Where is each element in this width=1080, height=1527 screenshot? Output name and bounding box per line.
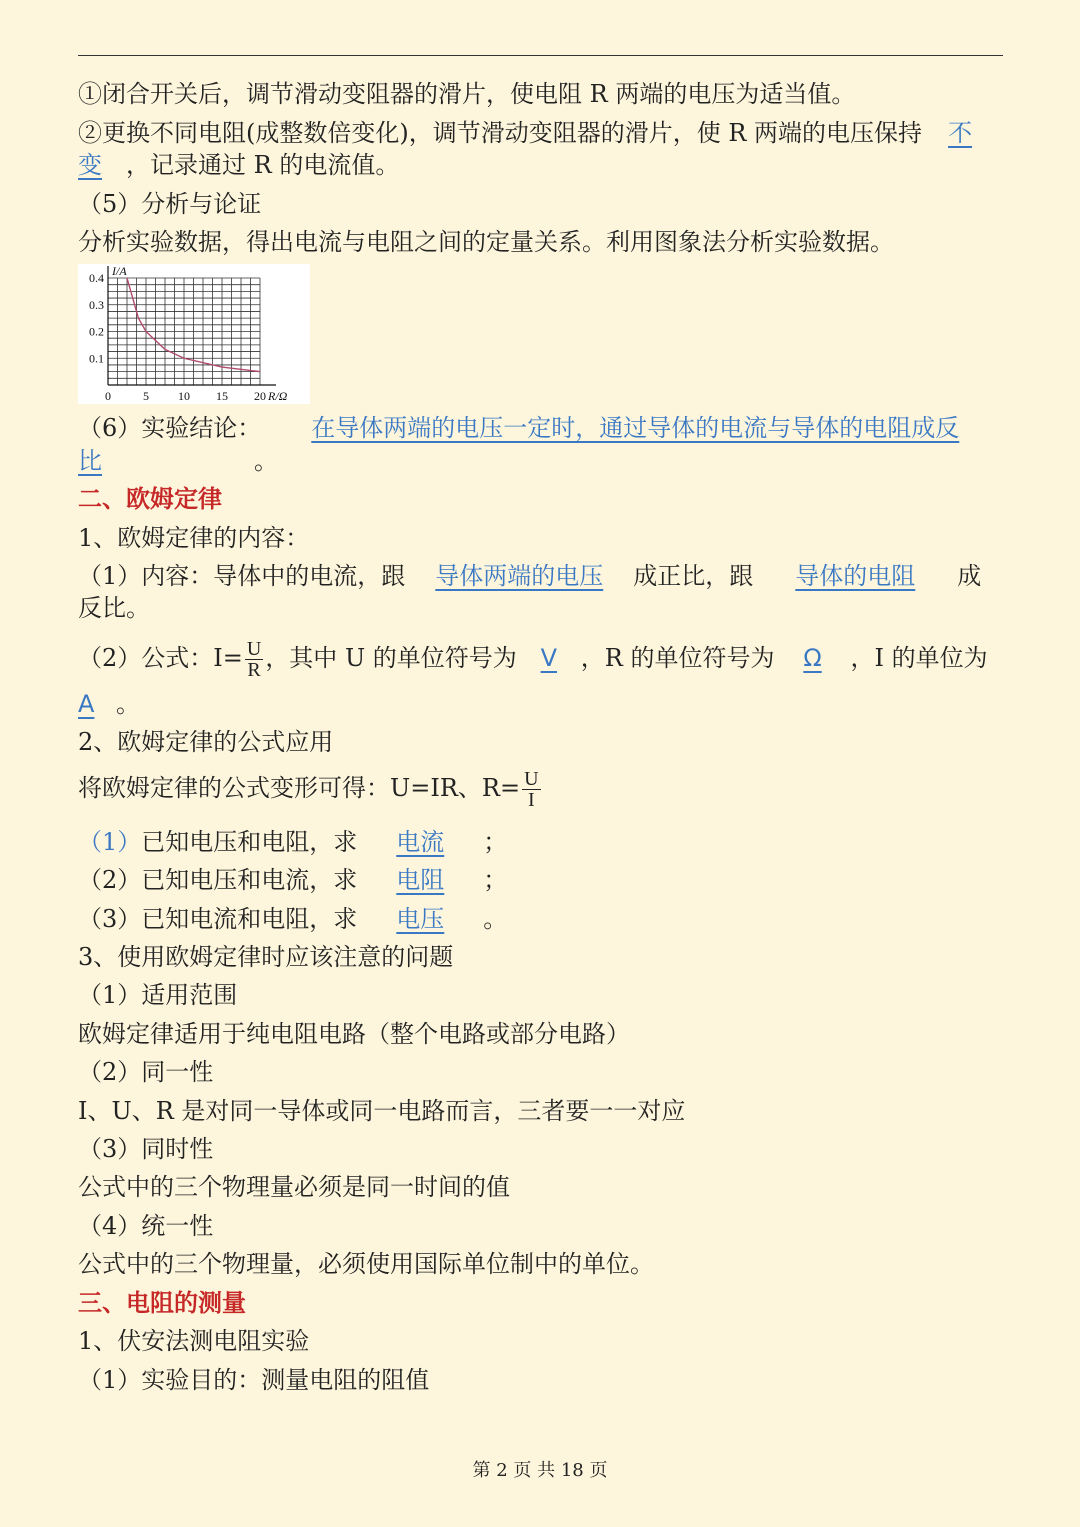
ohm-content-heading xyxy=(78,522,1003,554)
section-5-heading xyxy=(78,188,1003,220)
answer-blank-keep: 不 xyxy=(948,119,973,147)
conclusion xyxy=(78,412,1003,444)
ohm-content-cont xyxy=(78,592,1003,624)
analysis-text xyxy=(78,226,1003,258)
transform-numerator: U xyxy=(524,768,539,790)
step-1-text: ①闭合开关后，调节滑动变阻器的滑片，使电阻 R 两端的电压为适当值。 xyxy=(78,80,856,108)
y-tick-label: 0.2 xyxy=(89,324,104,339)
formula-text-b: ，其中 U 的单位符号为 xyxy=(265,644,517,672)
note-3-heading-text: （3）同时性 xyxy=(78,1135,214,1163)
application-1-end: ； xyxy=(483,828,508,856)
x-tick-label: 15 xyxy=(216,389,228,403)
formula-numerator: U xyxy=(246,638,262,660)
x-axis-label: R/Ω xyxy=(268,389,288,403)
application-heading-text: 2、欧姆定律的公式应用 xyxy=(78,728,334,756)
transform-fraction xyxy=(522,769,540,810)
y-tick-label: 0.4 xyxy=(89,271,104,285)
formula-cont-end: 。 xyxy=(116,690,140,718)
answer-blank-current: 电流 xyxy=(396,828,445,856)
i-r-chart xyxy=(78,264,310,404)
x-tick-label: 0 xyxy=(105,389,111,403)
answer-blank-resistance: 导体的电阻 xyxy=(795,562,916,590)
analysis-text-span: 分析实验数据，得出电流与电阻之间的定量关系。利用图象法分析实验数据。 xyxy=(78,228,894,256)
transform-line xyxy=(78,766,1003,810)
ohm-content-cont-text: 反比。 xyxy=(78,594,150,622)
application-1-text: 已知电压和电阻，求 xyxy=(141,828,358,856)
note-2-text xyxy=(78,1095,1003,1127)
application-2 xyxy=(78,864,1003,896)
notes-heading xyxy=(78,941,1003,973)
application-2-end: ； xyxy=(483,866,508,894)
step-2-text: ②更换不同电阻(成整数倍变化)，调节滑动变阻器的滑片，使 R 两端的电压保持 xyxy=(78,119,923,147)
notes-heading-text: 3、使用欧姆定律时应该注意的问题 xyxy=(78,943,454,971)
x-tick-label: 20 xyxy=(254,389,266,403)
note-2-body: I、U、R 是对同一导体或同一电路而言，三者要一一对应 xyxy=(78,1097,686,1125)
ohm-content-heading-text: 1、欧姆定律的内容： xyxy=(78,524,310,552)
page-footer: 第 2 页 共 18 页 xyxy=(472,1460,608,1481)
section-heading-ohms-law xyxy=(78,483,1003,515)
step-1 xyxy=(78,78,1003,110)
x-tick-label: 10 xyxy=(178,389,190,403)
conclusion-cont xyxy=(78,445,1003,477)
conclusion-label: （6）实验结论： xyxy=(78,414,262,442)
answer-blank-voltage: 导体两端的电压 xyxy=(435,562,604,590)
application-1-number: （1） xyxy=(78,828,142,856)
note-4-heading-text: （4）统一性 xyxy=(78,1212,214,1240)
ohm-content-line xyxy=(78,560,1003,592)
experiment-heading-text: 1、伏安法测电阻实验 xyxy=(78,1327,310,1355)
answer-blank-conclusion-cont: 比 xyxy=(78,447,102,475)
note-4-heading xyxy=(78,1210,1003,1242)
application-3-text: （3）已知电流和电阻，求 xyxy=(78,905,358,933)
answer-blank-volt: 电压 xyxy=(396,905,445,933)
note-3-body: 公式中的三个物理量必须是同一时间的值 xyxy=(78,1173,510,1201)
formula-text-d: ，I 的单位为 xyxy=(850,644,988,672)
step-2 xyxy=(78,117,1003,149)
formula-cont xyxy=(78,688,1003,720)
y-axis-label: I/A xyxy=(112,264,127,278)
note-2-heading-text: （2）同一性 xyxy=(78,1058,214,1086)
note-3-heading xyxy=(78,1133,1003,1165)
answer-blank-unit-i: A xyxy=(78,690,95,718)
header-rule xyxy=(78,55,1003,56)
x-tick-label: 5 xyxy=(143,389,149,403)
conclusion-end: 。 xyxy=(254,447,278,475)
y-tick-label: 0.1 xyxy=(89,351,104,366)
formula-fraction xyxy=(245,639,263,680)
note-1-text xyxy=(78,1018,1003,1050)
note-4-text xyxy=(78,1248,1003,1280)
formula-line xyxy=(78,636,1003,680)
note-2-heading xyxy=(78,1056,1003,1088)
note-1-heading-text: （1）适用范围 xyxy=(78,981,238,1009)
application-heading xyxy=(78,726,1003,758)
section-heading-resistance-measure xyxy=(78,1287,1003,1319)
formula-denominator: R xyxy=(247,659,261,681)
transform-denominator: I xyxy=(527,789,535,811)
section-heading-resistance-measure-text: 三、电阻的测量 xyxy=(78,1289,246,1317)
section-5-heading-text: （5）分析与论证 xyxy=(78,190,262,218)
answer-blank-resist: 电阻 xyxy=(396,866,445,894)
experiment-heading xyxy=(78,1325,1003,1357)
formula-text-c: ，R 的单位符号为 xyxy=(580,644,775,672)
y-tick-label: 0.3 xyxy=(89,297,104,312)
application-1 xyxy=(78,826,1003,858)
application-2-text: （2）已知电压和电流，求 xyxy=(78,866,358,894)
application-3-end: 。 xyxy=(483,905,508,933)
ohm-content-text-a: （1）内容：导体中的电流，跟 xyxy=(78,562,406,590)
experiment-purpose-text: （1）实验目的：测量电阻的阻值 xyxy=(78,1366,430,1394)
transform-text: 将欧姆定律的公式变形可得：U=IR、R= xyxy=(78,774,521,802)
answer-blank-keep-cont: 变 xyxy=(78,151,102,179)
section-heading-ohms-law-text: 二、欧姆定律 xyxy=(78,485,222,513)
note-1-heading xyxy=(78,979,1003,1011)
experiment-purpose xyxy=(78,1364,1003,1396)
step-2-cont xyxy=(78,149,1003,181)
ohm-content-text-b: 成正比，跟 xyxy=(633,562,754,590)
ohm-content-text-c: 成 xyxy=(957,562,982,590)
answer-blank-unit-u: V xyxy=(540,644,557,672)
answer-blank-conclusion: 在导体两端的电压一定时，通过导体的电流与导体的电阻成反 xyxy=(311,414,960,442)
answer-blank-unit-r: Ω xyxy=(803,644,822,672)
note-1-body: 欧姆定律适用于纯电阻电路（整个电路或部分电路） xyxy=(78,1020,630,1048)
note-3-text xyxy=(78,1171,1003,1203)
formula-label: （2）公式：I= xyxy=(78,644,243,672)
note-4-body: 公式中的三个物理量，必须使用国际单位制中的单位。 xyxy=(78,1250,654,1278)
step-2-cont-text: ，记录通过 R 的电流值。 xyxy=(126,151,400,179)
application-3 xyxy=(78,903,1003,935)
